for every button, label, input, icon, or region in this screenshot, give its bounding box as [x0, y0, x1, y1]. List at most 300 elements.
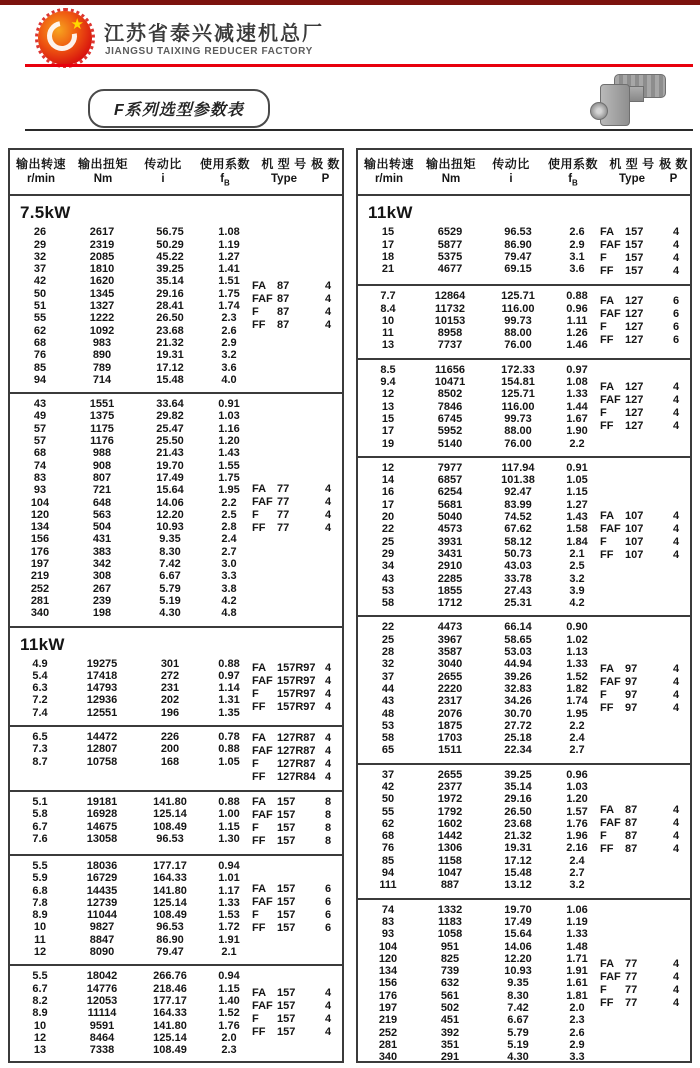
ratio-value: 74.52	[504, 511, 532, 524]
type-size: 127	[625, 321, 644, 334]
type-size: 77	[625, 983, 638, 996]
speed-value: 281	[30, 594, 50, 607]
ratio-value: 9.35	[159, 533, 181, 546]
type-row	[252, 771, 341, 784]
col-header-cn-5: 极 数	[311, 157, 340, 171]
speed-value: 58	[381, 732, 395, 745]
service-factor-value: 1.90	[566, 425, 588, 438]
speed-value: 18	[381, 250, 395, 263]
speed-value: 42	[33, 275, 47, 288]
data-row	[10, 1044, 252, 1056]
ratio-value: 28.41	[156, 300, 184, 313]
ratio-value: 8.30	[159, 545, 181, 558]
gearbox-shaft-flange	[590, 102, 608, 120]
torque-value: 1602	[437, 817, 463, 830]
service-factor-value: 1.03	[218, 410, 240, 423]
service-factor-value: 2.0	[569, 1002, 585, 1015]
data-row	[358, 239, 600, 251]
service-factor-value: 2.5	[569, 560, 585, 573]
col-header-cn-4: 机 型 号	[261, 157, 307, 171]
torque-value: 12053	[86, 994, 118, 1007]
data-row	[10, 1007, 252, 1019]
data-row	[358, 671, 600, 683]
column-headers-units	[10, 172, 342, 190]
service-factor-value: 0.88	[566, 290, 588, 303]
type-row	[252, 306, 341, 319]
ratio-value: 141.80	[153, 1019, 187, 1032]
table-block	[10, 964, 342, 1062]
data-row	[10, 546, 252, 558]
data-row	[10, 821, 252, 833]
pole-count: 4	[672, 548, 680, 561]
data-row	[10, 325, 252, 337]
col-header-cn-0: 输出转速	[363, 157, 414, 171]
col-header-unit-0: r/min	[26, 173, 56, 185]
speed-value: 5.8	[32, 808, 48, 821]
speed-value: 176	[30, 545, 50, 558]
data-row	[358, 965, 600, 977]
data-row	[358, 1039, 600, 1051]
speed-value: 134	[30, 521, 50, 534]
speed-value: 93	[381, 928, 395, 941]
speed-value: 26	[33, 226, 47, 239]
speed-value: 74	[381, 903, 395, 916]
type-prefix: FA	[600, 663, 615, 676]
pole-count: 4	[672, 970, 680, 983]
type-column	[600, 621, 689, 756]
type-size: 157	[277, 808, 296, 821]
type-prefix: FF	[252, 1026, 266, 1039]
type-prefix: F	[600, 983, 607, 996]
type-row	[252, 796, 341, 809]
torque-value: 648	[92, 496, 112, 509]
pole-count: 4	[672, 406, 680, 419]
type-row	[600, 817, 689, 830]
service-factor-value: 0.96	[566, 302, 588, 315]
ratio-value: 226	[160, 730, 180, 743]
service-factor-value: 0.78	[218, 730, 240, 743]
ratio-value: 76.00	[504, 437, 532, 450]
ratio-value: 7.42	[507, 1002, 529, 1015]
type-size: 127	[625, 380, 644, 393]
data-row	[358, 1002, 600, 1014]
pole-count: 6	[324, 883, 332, 896]
speed-value: 10	[33, 1019, 47, 1032]
torque-value: 4573	[437, 523, 463, 536]
speed-value: 51	[33, 300, 47, 313]
speed-value: 29	[381, 547, 395, 560]
torque-value: 1375	[89, 410, 115, 423]
service-factor-value: 1.19	[218, 238, 240, 251]
data-row	[358, 251, 600, 263]
ratio-value: 164.33	[153, 872, 187, 885]
torque-value: 1855	[437, 584, 463, 597]
torque-value: 1058	[437, 928, 463, 941]
speed-value: 76	[381, 842, 395, 855]
type-prefix: FF	[600, 265, 614, 278]
data-row	[358, 695, 600, 707]
type-column	[600, 904, 689, 1063]
data-row	[358, 327, 600, 339]
pole-count: 4	[324, 701, 332, 714]
ratio-value: 33.64	[156, 398, 184, 411]
service-factor-value: 2.3	[569, 1014, 585, 1027]
type-row	[252, 809, 341, 822]
service-factor-value: 1.31	[218, 694, 240, 707]
torque-value: 5952	[437, 425, 463, 438]
pole-count: 4	[672, 663, 680, 676]
data-row	[358, 867, 600, 879]
service-factor-value: 3.0	[221, 558, 237, 571]
type-prefix: F	[252, 757, 259, 770]
type-size: 77	[625, 970, 638, 983]
service-factor-value: 1.44	[566, 400, 588, 413]
type-column	[600, 769, 689, 892]
data-row	[358, 793, 600, 805]
speed-value: 68	[33, 336, 47, 349]
service-factor-value: 2.2	[221, 496, 237, 509]
pole-count: 4	[324, 482, 332, 495]
speed-value: 12	[381, 461, 395, 474]
service-factor-value: 1.30	[218, 832, 240, 845]
type-row	[600, 523, 689, 536]
speed-value: 5.5	[32, 859, 48, 872]
torque-value: 6529	[437, 226, 463, 239]
torque-value: 308	[92, 570, 112, 583]
service-factor-value: 2.0	[221, 1031, 237, 1044]
ratio-value: 88.00	[504, 425, 532, 438]
service-factor-value: 1.72	[218, 921, 240, 934]
torque-value: 1551	[89, 398, 115, 411]
ratio-value: 88.00	[504, 327, 532, 340]
service-factor-value: 1.91	[566, 965, 588, 978]
ratio-value: 177.17	[153, 994, 187, 1007]
type-prefix: FF	[600, 419, 614, 432]
speed-value: 120	[30, 508, 50, 521]
type-prefix: FF	[252, 319, 266, 332]
data-row	[358, 646, 600, 658]
data-row	[10, 410, 252, 422]
type-prefix: FA	[600, 509, 615, 522]
type-prefix: FA	[252, 482, 267, 495]
type-prefix: FAF	[252, 293, 273, 306]
torque-value: 3967	[437, 633, 463, 646]
speed-value: 176	[378, 989, 398, 1002]
service-factor-value: 1.05	[218, 755, 240, 768]
parameter-tables	[8, 148, 692, 1063]
type-row	[252, 496, 341, 509]
pole-count: 8	[324, 808, 332, 821]
ratio-value: 196	[160, 706, 180, 719]
type-prefix: FAF	[252, 495, 273, 508]
pole-count: 4	[324, 757, 332, 770]
service-factor-value: 1.33	[566, 658, 588, 671]
data-row	[358, 953, 600, 965]
ratio-value: 116.00	[501, 302, 535, 315]
torque-value: 6254	[437, 486, 463, 499]
type-size: 77	[277, 482, 290, 495]
pole-count: 4	[324, 508, 332, 521]
torque-value: 5140	[437, 437, 463, 450]
pole-count: 4	[324, 293, 332, 306]
pole-count: 4	[672, 265, 680, 278]
service-factor-value: 1.11	[566, 314, 588, 327]
ratio-value: 125.71	[501, 290, 535, 303]
data-row	[10, 472, 252, 484]
data-row	[10, 707, 252, 719]
data-row	[10, 833, 252, 845]
service-factor-value: 3.2	[569, 572, 585, 585]
torque-value: 12807	[86, 743, 118, 756]
type-size: 87	[625, 804, 638, 817]
col-header-unit-4: Type	[271, 173, 297, 185]
type-row	[600, 676, 689, 689]
type-prefix: F	[252, 306, 259, 319]
col-header-cn-5: 极 数	[659, 157, 688, 171]
data-row	[10, 995, 252, 1007]
speed-value: 85	[33, 361, 47, 374]
ratio-value: 76.00	[504, 339, 532, 352]
service-factor-value: 2.16	[566, 842, 588, 855]
type-prefix: F	[600, 535, 607, 548]
speed-value: 57	[33, 435, 47, 448]
type-row	[600, 321, 689, 334]
speed-value: 22	[381, 523, 395, 536]
col-header-unit-2: i	[509, 173, 513, 185]
type-column	[600, 290, 689, 351]
pole-count: 4	[324, 495, 332, 508]
ratio-value: 125.71	[501, 388, 535, 401]
pole-count: 4	[672, 239, 680, 252]
type-size: 157	[277, 834, 296, 847]
speed-value: 16	[381, 486, 395, 499]
col-header-unit-0: r/min	[374, 173, 404, 185]
data-row	[10, 872, 252, 884]
pole-count: 4	[672, 702, 680, 715]
torque-value: 18042	[86, 970, 118, 983]
ratio-value: 108.49	[153, 820, 187, 833]
type-row	[252, 1026, 341, 1039]
type-size: 157	[277, 1000, 296, 1013]
service-factor-value: 3.2	[221, 349, 237, 362]
type-row	[600, 843, 689, 856]
service-factor-value: 1.58	[566, 523, 588, 536]
data-row	[10, 484, 252, 496]
col-header-unit-5: P	[669, 173, 678, 185]
data-row	[358, 806, 600, 818]
torque-value: 351	[440, 1038, 460, 1051]
torque-value: 2377	[437, 780, 463, 793]
type-prefix: FAF	[600, 970, 621, 983]
type-column	[600, 364, 689, 450]
data-row	[10, 946, 252, 958]
type-prefix: FF	[600, 843, 614, 856]
torque-value: 16928	[86, 808, 118, 821]
torque-value: 11656	[435, 363, 465, 376]
data-row	[358, 315, 600, 327]
service-factor-value: 1.08	[218, 226, 240, 239]
torque-value: 5681	[437, 498, 463, 511]
data-row	[10, 337, 252, 349]
speed-value: 12	[33, 1031, 47, 1044]
data-row	[358, 977, 600, 989]
service-factor-value: 2.4	[569, 854, 585, 867]
service-factor-value: 3.8	[221, 582, 237, 595]
speed-value: 7.7	[380, 290, 396, 303]
service-factor-value: 2.4	[569, 732, 585, 745]
col-header-cn-2: 传动比	[492, 157, 530, 171]
service-factor-value: 1.48	[566, 940, 588, 953]
ratio-value: 200	[160, 743, 180, 756]
torque-value: 19275	[86, 657, 118, 670]
service-factor-value: 3.1	[569, 250, 585, 263]
speed-value: 5.5	[32, 970, 48, 983]
type-row	[600, 702, 689, 715]
company-name-cn: 江苏省泰兴减速机总厂	[104, 23, 324, 45]
data-row	[10, 658, 252, 670]
type-row	[252, 987, 341, 1000]
type-row	[600, 510, 689, 523]
service-factor-value: 2.2	[569, 437, 585, 450]
speed-value: 43	[381, 572, 395, 585]
service-factor-value: 1.91	[218, 933, 240, 946]
type-row	[600, 308, 689, 321]
speed-value: 94	[33, 373, 47, 386]
ratio-value: 56.75	[156, 226, 184, 239]
torque-value: 2285	[437, 572, 463, 585]
speed-value: 68	[33, 447, 47, 460]
type-size: 157	[625, 239, 644, 252]
speed-value: 10	[33, 921, 47, 934]
speed-value: 8.5	[380, 363, 396, 376]
pole-count: 8	[324, 834, 332, 847]
ratio-value: 22.34	[504, 744, 532, 757]
type-prefix: FAF	[252, 1000, 273, 1013]
column-headers-cn	[10, 156, 342, 172]
ratio-value: 86.90	[504, 238, 532, 251]
pole-count: 6	[672, 321, 680, 334]
speed-value: 281	[378, 1038, 398, 1051]
service-factor-value: 1.95	[566, 707, 588, 720]
type-column	[252, 970, 341, 1056]
type-prefix: F	[252, 909, 259, 922]
data-row	[358, 818, 600, 830]
speed-value: 55	[381, 805, 395, 818]
type-column	[252, 398, 341, 619]
type-size: 97	[625, 702, 638, 715]
ratio-value: 79.47	[504, 250, 532, 263]
torque-value: 19181	[86, 795, 118, 808]
data-row	[10, 423, 252, 435]
pole-count: 4	[324, 1013, 332, 1026]
torque-value: 504	[92, 521, 112, 534]
speed-value: 252	[378, 1026, 398, 1039]
ratio-value: 39.25	[504, 768, 532, 781]
type-row	[600, 536, 689, 549]
torque-value: 7846	[437, 400, 463, 413]
service-factor-value: 1.14	[218, 682, 240, 695]
data-row	[10, 239, 252, 251]
service-factor-value: 1.35	[218, 706, 240, 719]
type-prefix: FAF	[252, 675, 273, 688]
ratio-value: 172.33	[501, 363, 535, 376]
service-factor-value: 2.5	[221, 508, 237, 521]
data-row	[10, 275, 252, 287]
type-row	[252, 483, 341, 496]
service-factor-value: 3.9	[569, 584, 585, 597]
service-factor-value: 2.6	[569, 1026, 585, 1039]
ratio-value: 39.26	[504, 670, 532, 683]
ratio-value: 17.12	[156, 361, 184, 374]
type-row	[600, 252, 689, 265]
type-prefix: FF	[600, 996, 614, 1009]
torque-value: 983	[92, 336, 112, 349]
type-row	[252, 922, 341, 935]
col-header-cn-2: 传动比	[144, 157, 182, 171]
data-row	[10, 533, 252, 545]
type-size: 107	[625, 522, 644, 535]
service-factor-value: 0.97	[218, 669, 240, 682]
torque-value: 11114	[87, 1007, 117, 1020]
speed-value: 21	[381, 263, 395, 276]
service-factor-value: 3.3	[569, 1051, 585, 1063]
ratio-value: 14.06	[156, 496, 184, 509]
service-factor-value: 1.71	[566, 952, 588, 965]
speed-value: 50	[381, 793, 395, 806]
speed-value: 6.7	[32, 982, 48, 995]
speed-value: 48	[381, 707, 395, 720]
type-size: 157R97	[277, 675, 316, 688]
type-row	[600, 804, 689, 817]
data-row	[10, 447, 252, 459]
pole-count: 8	[324, 821, 332, 834]
speed-value: 5.1	[32, 795, 48, 808]
torque-value: 1222	[89, 312, 115, 325]
data-row	[358, 1051, 600, 1063]
service-factor-value: 2.7	[221, 545, 237, 558]
torque-value: 951	[440, 940, 460, 953]
type-size: 77	[277, 521, 290, 534]
type-prefix: F	[600, 830, 607, 843]
speed-value: 62	[381, 817, 395, 830]
type-prefix: FA	[252, 883, 267, 896]
table-block	[358, 898, 690, 1063]
ratio-value: 25.18	[504, 732, 532, 745]
torque-value: 1620	[89, 275, 115, 288]
col-header-cn-0: 输出转速	[15, 157, 66, 171]
type-prefix: FA	[600, 957, 615, 970]
type-row	[600, 295, 689, 308]
speed-value: 13	[381, 339, 395, 352]
service-factor-value: 0.91	[566, 461, 588, 474]
torque-value: 1345	[89, 287, 115, 300]
speed-value: 17	[381, 498, 395, 511]
type-prefix: FA	[252, 731, 267, 744]
service-factor-value: 1.19	[566, 915, 588, 928]
type-row	[600, 407, 689, 420]
type-size: 127	[625, 295, 644, 308]
service-factor-value: 1.76	[566, 817, 588, 830]
pole-count: 6	[672, 334, 680, 347]
service-factor-value: 3.6	[569, 263, 585, 276]
speed-value: 62	[33, 324, 47, 337]
type-size: 87	[277, 319, 290, 332]
ratio-value: 14.06	[504, 940, 532, 953]
ratio-value: 19.70	[156, 459, 184, 472]
service-factor-value: 1.61	[566, 977, 588, 990]
type-prefix: FA	[600, 380, 615, 393]
ratio-value: 15.48	[156, 373, 184, 386]
